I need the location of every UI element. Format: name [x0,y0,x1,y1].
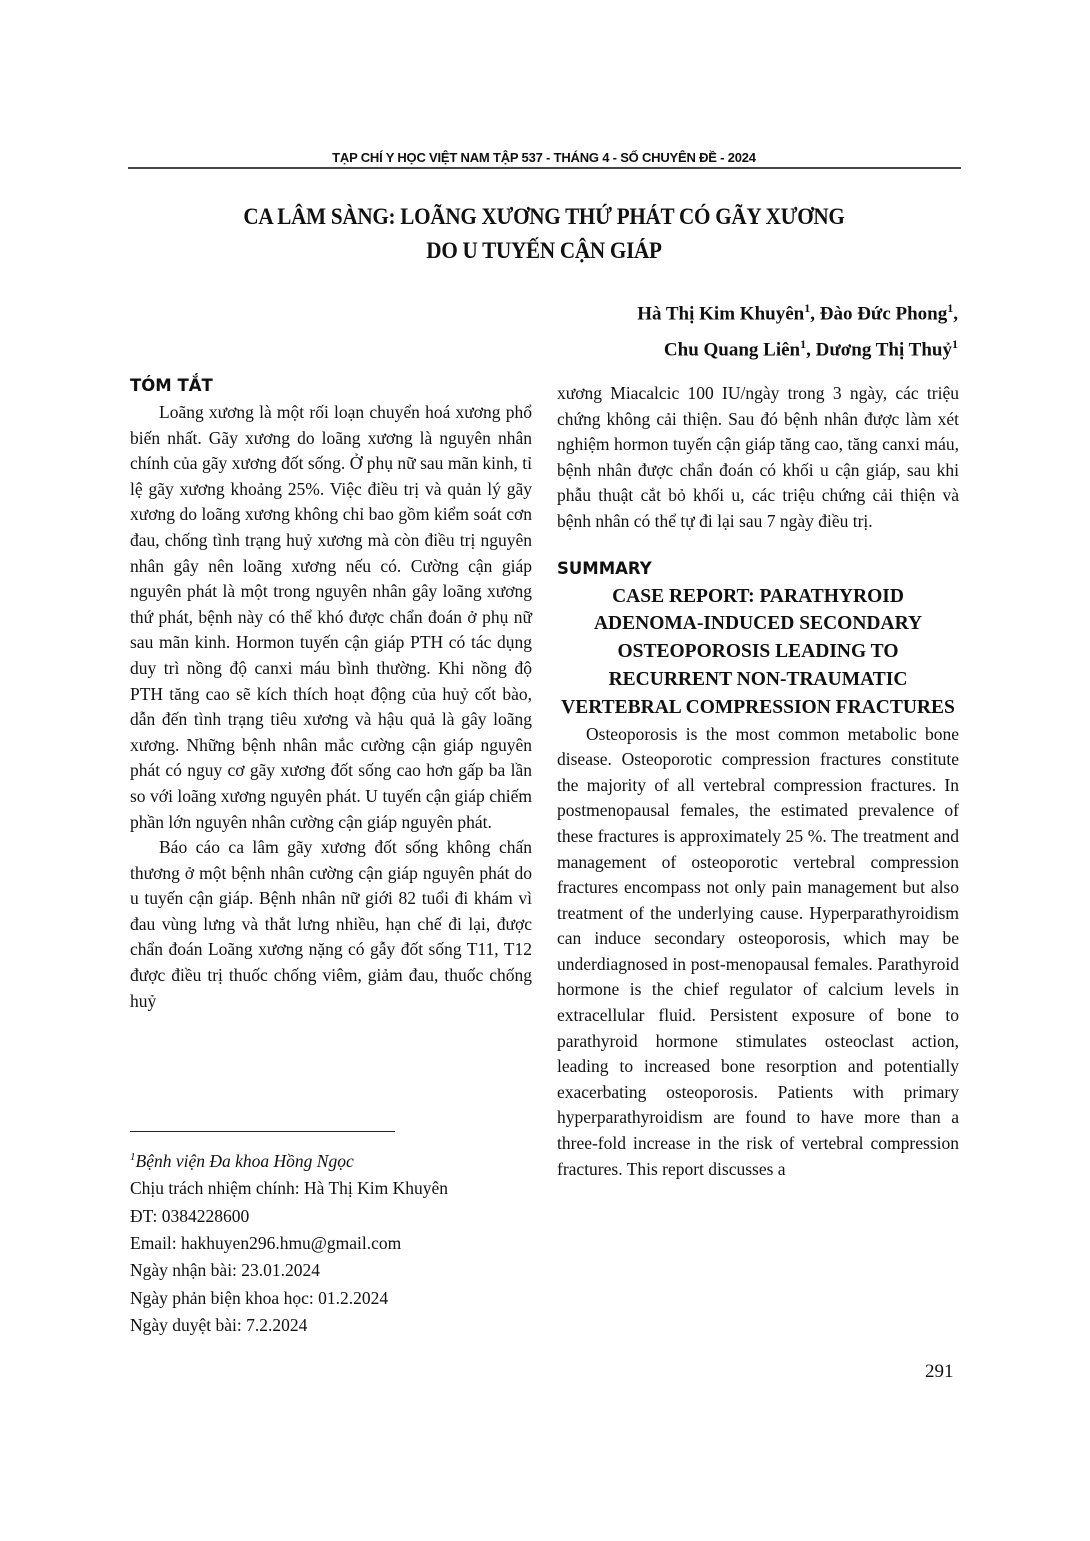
left-column [130,375,532,1014]
footnote-phone: ĐT: 0384228600 [130,1205,250,1226]
header-rule [128,167,961,169]
summary-heading: SUMMARY [557,558,652,578]
running-header: TẠP CHÍ Y HỌC VIỆT NAM TẬP 537 - THÁNG 4 - SỐ CHUYÊN ĐỀ - 2024 [332,150,756,165]
authors-line-2: Chu Quang Liên$^1$, Dương Thị Thuỷ$^1$ [663,337,958,361]
footnote-accepted-date: Ngày duyệt bài: 7.2.2024 [130,1315,308,1336]
title-line-2: DO U TUYẾN CẬN GIÁP [426,238,662,263]
footnote-received-date: Ngày nhận bài: 23.01.2024 [130,1260,321,1281]
affiliation-marker: 1 [952,337,958,352]
summary-title: CASE REPORT: PARATHYROID ADENOMA-INDUCED SECONDARY OSTEOPOROSIS LEADING TO RECURRENT NON-TRAUMATIC VERTEBRAL COMPRESSION FRACTURES [561,585,955,718]
right-column [557,381,959,1182]
author-name: Chu Quang Liên [663,339,801,361]
title-line-1: CA LÂM SÀNG: LOÃNG XƯƠNG THỨ PHÁT CÓ GÃY XƯƠNG [243,204,845,229]
abstract-vi-paragraph-2-continued: xương Miacalcic 100 IU/ngày trong 3 ngày, các triệu chứng không cải thiện. Sau đó bệnh nhân được làm xét nghiệm hormon tuyến cận giáp tăng cao, tăng canxi máu, bệnh nhân được chẩn đoán có khối u cận giáp, sau khi phẫu thuật cắt bỏ khối u, các triệu chứng cải thiện và bệnh nhân có thể tự đi lại sau 7 ngày điều trị. [557,383,959,531]
affiliation-marker: 1 [804,301,811,315]
abstract-vi-heading: TÓM TẮT [130,376,213,395]
abstract-vi-paragraph-1: Loãng xương là một rối loạn chuyển hoá xương phổ biến nhất. Gãy xương do loãng xương là nguyên nhân chính của gãy xương đốt sống. Ở phụ nữ sau mãn kinh, tỉ lệ gãy xương khoảng 25%. Việc điều trị và quản lý gãy xương do loãng xương không chỉ bao gồm kiểm soát cơn đau, chống tình trạng huỷ xương mà còn điều trị nguyên nhân gây nên loãng xương nếu có. Cường cận giáp nguyên phát là một trong nguyên nhân gây loãng xương thứ phát, bệnh này có thể khó được chẩn đoán ở phụ nữ sau mãn kinh. Hormon tuyến cận giáp PTH có tác dụng duy trì nồng độ canxi máu bình thường. Khi nồng độ PTH tăng cao sẽ kích thích hoạt động của huỷ cốt bào, dẫn đến tình trạng tiêu xương và hậu quả là gây loãng xương. Những bệnh nhân mắc cường cận giáp nguyên phát có nguy cơ gãy xương đốt sống cao hơn gấp ba lần so với loãng xương nguyên phát. U tuyến cận giáp chiếm phần lớn nguyên nhân cường cận giáp nguyên phát. [130,402,532,832]
footnote-affiliation: $^1$Bệnh viện Đa khoa Hồng Ngọc [130,1150,354,1171]
footnote-email: Email: hakhuyen296.hmu@gmail.com [130,1233,402,1254]
page-number: 291 [925,1361,954,1382]
affiliation-marker: 1 [130,1151,136,1163]
abstract-vi-paragraph-2: Báo cáo ca lâm gãy xương đốt sống không chấn thương ở một bệnh nhân cường cận giáp nguyên phát do u tuyến cận giáp. Bệnh nhân nữ giới 82 tuổi đi khám vì đau vùng lưng và thắt lưng nhiều, hạn chế đi lại, được chẩn đoán Loãng xương nặng có gẫy đốt sống T11, T12 được điều trị thuốc chống viêm, giảm đau, thuốc chống huỷ [130,837,532,1011]
footnote-review-date: Ngày phản biện khoa học: 01.2.2024 [130,1287,389,1308]
affiliation-marker: 1 [800,337,807,352]
authors-line-1: Hà Thị Kim Khuyên$^1$, Đào Đức Phong$^1$, [637,301,958,325]
footnote-rule [130,1131,395,1132]
summary-paragraph-1: Osteoporosis is the most common metabolic bone disease. Osteoporotic compression fractures constitute the majority of all vertebral compression fractures. In postmenopausal females, the estimated prevalence of these fractures is approximately 25 %. The treatment and management of osteoporotic vertebral compression fractures encompass not only pain management but also treatment of the underlying cause. Hyperparathyroidism can induce secondary osteoporosis, which may be underdiagnosed in post-menopausal females. Parathyroid hormone is the chief regulator of calcium levels in extracellular fluid. Persistent exposure of bone to parathyroid hormone stimulates osteoclast action, leading to increased bone resorption and potentially exacerbating osteoporosis. Patients with primary hyperparathyroidism are found to have more than a three-fold increase in the risk of vertebral compression fractures. This report discusses a [557,723,959,1179]
footnotes [130,1144,532,1340]
footnote-corresponding-author: Chịu trách nhiệm chính: Hà Thị Kim Khuyên [130,1178,449,1199]
author-name: Hà Thị Kim Khuyên [637,303,805,325]
author-name: Dương Thị Thuỷ [815,339,952,361]
affiliation-marker: 1 [947,301,954,315]
article-title [161,200,926,268]
author-name: Đào Đức Phong [819,303,948,325]
author-list [637,293,958,366]
